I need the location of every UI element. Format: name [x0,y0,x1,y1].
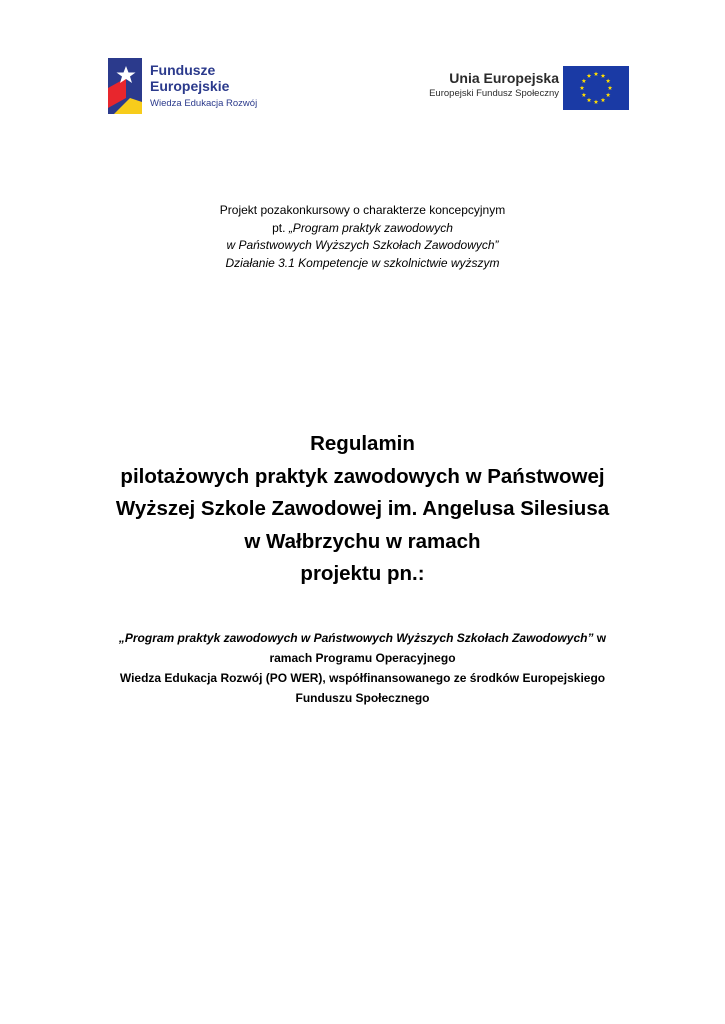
intro-line2-italic: „Program praktyk zawodowych [288,220,453,235]
subtitle-line2: ramach Programu Operacyjnego [269,651,456,665]
title-line5: projektu pn.: [300,562,425,585]
fundusze-europejskie-star-icon [108,58,142,114]
intro-line4: Działanie 3.1 Kompetencje w szkolnictwie wyższym [225,255,500,270]
subtitle-line4: Funduszu Społecznego [295,691,430,705]
document-title [60,428,665,591]
intro-line3: w Państwowych Wyższych Szkołach Zawodowych” [226,238,499,252]
eu-flag-icon [563,66,629,110]
fe-logo-line3: Wiedza Edukacja Rozwój [150,98,258,109]
unia-europejska-logo [414,66,629,112]
title-line3: Wyższej Szkole Zawodowej im. Angelusa Silesiusa [115,497,610,520]
subtitle-line1-italic: „Program praktyk zawodowych w Państwowych Wyższych Szkołach Zawodowych” [118,631,594,645]
fe-logo-line1: Fundusze [150,62,216,78]
intro-line1: Projekt pozakonkursowy o charakterze koncepcyjnym [219,203,506,217]
fundusze-europejskie-logo [108,56,283,116]
document-subtitle [70,628,655,708]
intro-line2-prefix: pt. [272,220,289,235]
subtitle-line1-suffix: w [593,631,607,645]
title-line1: Regulamin [310,432,415,455]
intro-line2 [100,220,625,238]
eu-logo-line2: Europejski Fundusz Społeczny [429,88,559,99]
project-intro [100,202,625,272]
subtitle-line3: Wiedza Edukacja Rozwój (PO WER), współfinansowanego ze środków Europejskiego [119,671,606,685]
unia-europejska-wordmark [429,70,559,100]
eu-logo-line1: Unia Europejska [449,70,559,86]
subtitle-line1 [70,628,655,648]
title-line4: w Wałbrzychu w ramach [244,529,481,553]
title-line2: pilotażowych praktyk zawodowych w Państwowej [120,464,605,488]
fe-logo-line2: Europejskie [150,78,230,94]
fundusze-europejskie-wordmark [150,62,257,110]
